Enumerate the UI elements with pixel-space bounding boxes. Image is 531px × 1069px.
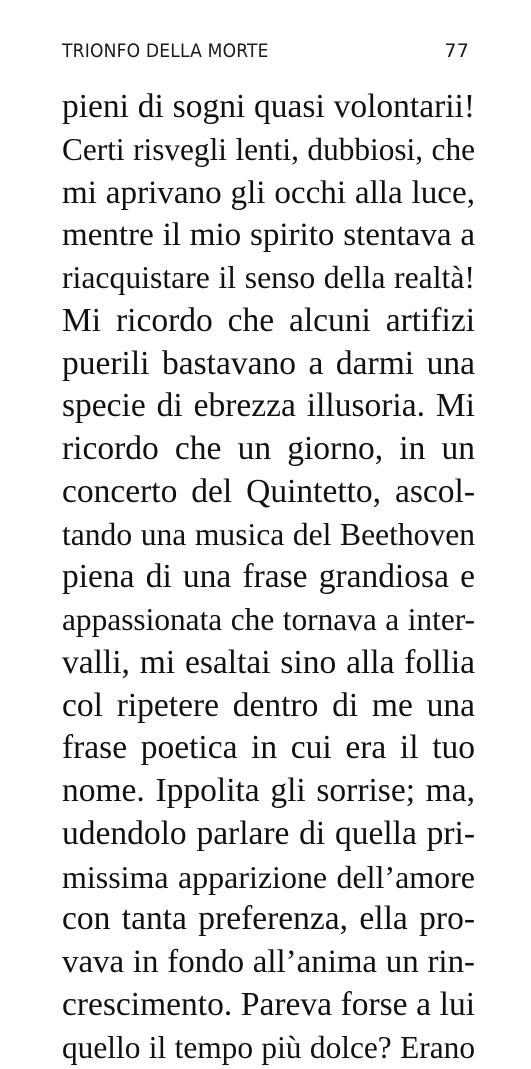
text-line: col ripetere dentro di me una [62, 685, 475, 728]
text-line: Mi ricordo che alcuni artifizi [62, 300, 475, 343]
text-line: nome. Ippolita gli sorrise; ma, [62, 770, 475, 813]
text-line: udendolo parlare di quella pri- [62, 813, 475, 856]
text-line: mi aprivano gli occhi alla luce, [62, 172, 475, 215]
text-line: missima apparizione dell’amore [62, 856, 475, 899]
text-line: pieni di sogni quasi volontarii! [62, 86, 475, 129]
page-number: 77 [444, 40, 469, 62]
text-line: puerili bastavano a darmi una [62, 343, 475, 386]
text-line: ricordo che un giorno, in un [62, 428, 475, 471]
text-line: appassionata che tornava a inter- [62, 599, 475, 642]
text-line: specie di ebrezza illusoria. Mi [62, 385, 475, 428]
text-line: valli, mi esaltai sino alla follia [62, 642, 475, 685]
text-line: piena di una frase grandiosa e [62, 556, 475, 599]
text-line: Certi risvegli lenti, dubbiosi, che [62, 129, 475, 172]
text-line: con tanta preferenza, ella pro- [62, 898, 475, 941]
text-line: crescimento. Pareva forse a lui [62, 984, 475, 1027]
text-line: riacquistare il senso della realtà! [62, 257, 475, 300]
text-line: concerto del Quintetto, ascol- [62, 471, 475, 514]
text-line: frase poetica in cui era il tuo [62, 727, 475, 770]
running-header [62, 40, 469, 68]
text-line: tando una musica del Beethoven [62, 514, 475, 557]
text-line: mentre il mio spirito stentava a [62, 214, 475, 257]
running-title: TRIONFO DELLA MORTE [62, 40, 269, 62]
body-text [62, 86, 475, 1069]
text-line: vava in fondo all’anima un rin- [62, 941, 475, 984]
text-line: quello il tempo più dolce? Erano [62, 1027, 475, 1069]
